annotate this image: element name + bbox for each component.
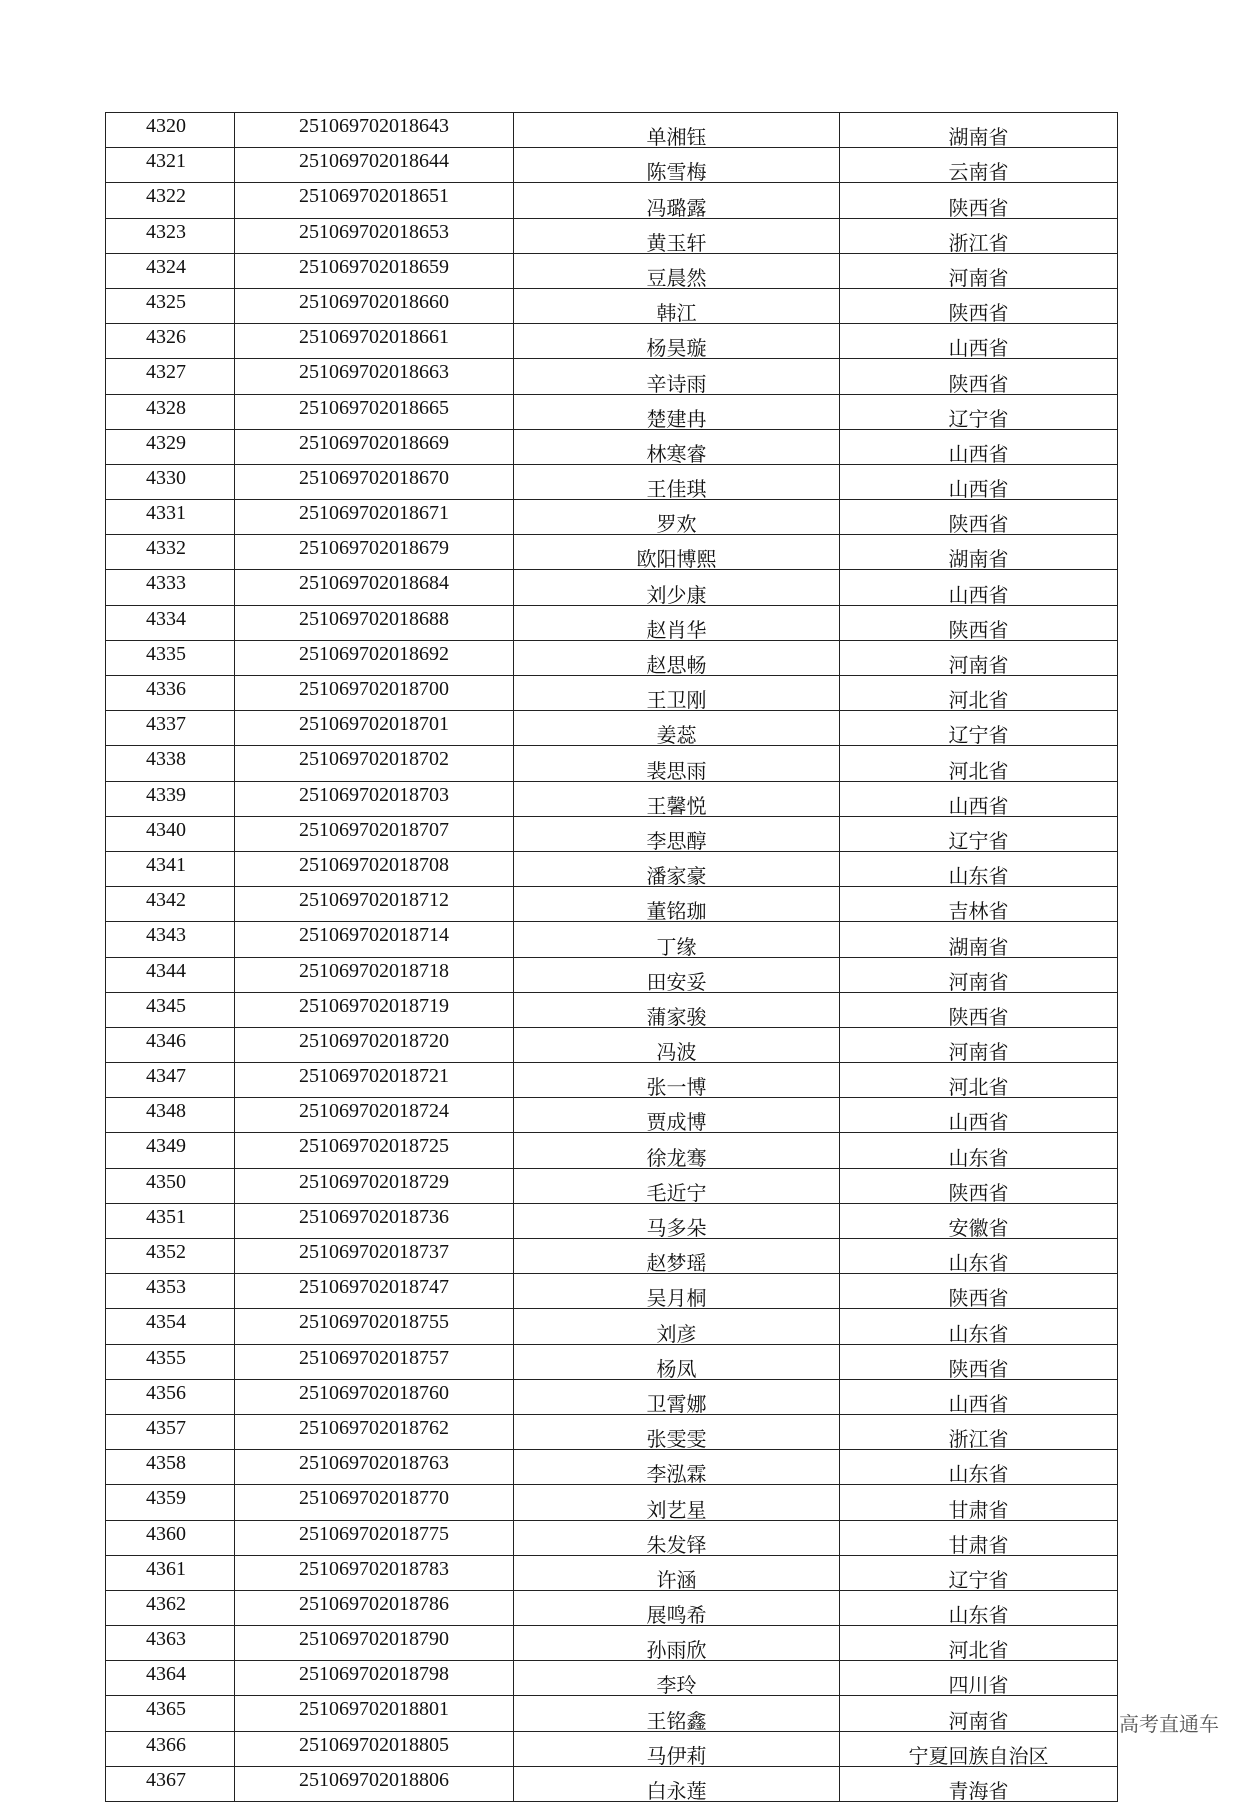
name-cell: 姜蕊	[514, 711, 840, 746]
seq-cell: 4335	[106, 640, 235, 675]
name-cell: 王佳琪	[514, 464, 840, 499]
id-cell: 251069702018763	[235, 1450, 514, 1485]
province-cell: 四川省	[840, 1661, 1118, 1696]
name-cell: 吴月桐	[514, 1274, 840, 1309]
seq-cell: 4337	[106, 711, 235, 746]
province-cell: 河北省	[840, 1626, 1118, 1661]
province-cell: 湖南省	[840, 535, 1118, 570]
province-cell: 甘肃省	[840, 1520, 1118, 1555]
seq-cell: 4362	[106, 1590, 235, 1625]
province-cell: 山西省	[840, 324, 1118, 359]
id-cell: 251069702018736	[235, 1203, 514, 1238]
table-row	[106, 1696, 1118, 1731]
province-cell: 山东省	[840, 1239, 1118, 1274]
province-cell: 陕西省	[840, 992, 1118, 1027]
province-cell: 陕西省	[840, 183, 1118, 218]
table-row	[106, 1555, 1118, 1590]
table-row	[106, 1590, 1118, 1625]
id-cell: 251069702018801	[235, 1696, 514, 1731]
table-row	[106, 1239, 1118, 1274]
seq-cell: 4332	[106, 535, 235, 570]
table-row	[106, 605, 1118, 640]
table-row	[106, 570, 1118, 605]
id-cell: 251069702018755	[235, 1309, 514, 1344]
table-row	[106, 1133, 1118, 1168]
province-cell: 陕西省	[840, 1344, 1118, 1379]
seq-cell: 4341	[106, 851, 235, 886]
table-row	[106, 1379, 1118, 1414]
name-cell: 杨凤	[514, 1344, 840, 1379]
table-row	[106, 711, 1118, 746]
watermark-text: 高考直通车	[1119, 1712, 1219, 1736]
name-cell: 刘少康	[514, 570, 840, 605]
seq-cell: 4360	[106, 1520, 235, 1555]
seq-cell: 4363	[106, 1626, 235, 1661]
seq-cell: 4352	[106, 1239, 235, 1274]
id-cell: 251069702018720	[235, 1027, 514, 1062]
seq-cell: 4325	[106, 288, 235, 323]
table-row	[106, 1168, 1118, 1203]
province-cell: 山西省	[840, 464, 1118, 499]
name-cell: 贾成博	[514, 1098, 840, 1133]
seq-cell: 4361	[106, 1555, 235, 1590]
id-cell: 251069702018644	[235, 148, 514, 183]
seq-cell: 4339	[106, 781, 235, 816]
province-cell: 湖南省	[840, 113, 1118, 148]
name-cell: 单湘钰	[514, 113, 840, 148]
name-cell: 马伊莉	[514, 1731, 840, 1766]
seq-cell: 4366	[106, 1731, 235, 1766]
province-cell: 陕西省	[840, 288, 1118, 323]
table-row	[106, 957, 1118, 992]
table-row	[106, 887, 1118, 922]
id-cell: 251069702018692	[235, 640, 514, 675]
id-cell: 251069702018747	[235, 1274, 514, 1309]
id-cell: 251069702018718	[235, 957, 514, 992]
name-cell: 董铭珈	[514, 887, 840, 922]
table-row	[106, 640, 1118, 675]
seq-cell: 4344	[106, 957, 235, 992]
province-cell: 山东省	[840, 851, 1118, 886]
table-row	[106, 394, 1118, 429]
name-cell: 许涵	[514, 1555, 840, 1590]
name-cell: 李泓霖	[514, 1450, 840, 1485]
seq-cell: 4367	[106, 1766, 235, 1801]
name-cell: 王铭鑫	[514, 1696, 840, 1731]
id-cell: 251069702018786	[235, 1590, 514, 1625]
province-cell: 安徽省	[840, 1203, 1118, 1238]
seq-cell: 4355	[106, 1344, 235, 1379]
province-cell: 陕西省	[840, 1274, 1118, 1309]
name-cell: 李思醇	[514, 816, 840, 851]
seq-cell: 4356	[106, 1379, 235, 1414]
seq-cell: 4320	[106, 113, 235, 148]
id-cell: 251069702018790	[235, 1626, 514, 1661]
province-cell: 山东省	[840, 1309, 1118, 1344]
name-cell: 罗欢	[514, 500, 840, 535]
seq-cell: 4338	[106, 746, 235, 781]
id-cell: 251069702018721	[235, 1063, 514, 1098]
province-cell: 陕西省	[840, 605, 1118, 640]
province-cell: 河南省	[840, 1027, 1118, 1062]
seq-cell: 4328	[106, 394, 235, 429]
name-cell: 楚建冉	[514, 394, 840, 429]
id-cell: 251069702018712	[235, 887, 514, 922]
id-cell: 251069702018671	[235, 500, 514, 535]
table-row	[106, 500, 1118, 535]
id-cell: 251069702018702	[235, 746, 514, 781]
seq-cell: 4351	[106, 1203, 235, 1238]
seq-cell: 4359	[106, 1485, 235, 1520]
seq-cell: 4343	[106, 922, 235, 957]
province-cell: 湖南省	[840, 922, 1118, 957]
seq-cell: 4358	[106, 1450, 235, 1485]
table-row	[106, 1027, 1118, 1062]
province-cell: 云南省	[840, 148, 1118, 183]
table-row	[106, 148, 1118, 183]
table-row	[106, 113, 1118, 148]
name-cell: 白永莲	[514, 1766, 840, 1801]
seq-cell: 4326	[106, 324, 235, 359]
id-cell: 251069702018805	[235, 1731, 514, 1766]
province-cell: 河北省	[840, 676, 1118, 711]
table-row	[106, 676, 1118, 711]
province-cell: 山西省	[840, 1379, 1118, 1414]
id-cell: 251069702018679	[235, 535, 514, 570]
table-row	[106, 1309, 1118, 1344]
id-cell: 251069702018719	[235, 992, 514, 1027]
province-cell: 河南省	[840, 640, 1118, 675]
id-cell: 251069702018714	[235, 922, 514, 957]
province-cell: 青海省	[840, 1766, 1118, 1801]
name-cell: 张一博	[514, 1063, 840, 1098]
province-cell: 河南省	[840, 957, 1118, 992]
seq-cell: 4353	[106, 1274, 235, 1309]
name-cell: 刘艺星	[514, 1485, 840, 1520]
table-row	[106, 1731, 1118, 1766]
name-cell: 冯波	[514, 1027, 840, 1062]
seq-cell: 4345	[106, 992, 235, 1027]
id-cell: 251069702018701	[235, 711, 514, 746]
seq-cell: 4364	[106, 1661, 235, 1696]
name-cell: 王馨悦	[514, 781, 840, 816]
name-cell: 韩江	[514, 288, 840, 323]
seq-cell: 4357	[106, 1414, 235, 1449]
seq-cell: 4348	[106, 1098, 235, 1133]
name-cell: 丁缘	[514, 922, 840, 957]
table-row	[106, 535, 1118, 570]
name-cell: 赵肖华	[514, 605, 840, 640]
province-cell: 陕西省	[840, 1168, 1118, 1203]
seq-cell: 4331	[106, 500, 235, 535]
table-row	[106, 746, 1118, 781]
id-cell: 251069702018729	[235, 1168, 514, 1203]
province-cell: 河南省	[840, 1696, 1118, 1731]
name-cell: 张雯雯	[514, 1414, 840, 1449]
name-cell: 陈雪梅	[514, 148, 840, 183]
table-row	[106, 1274, 1118, 1309]
name-cell: 孙雨欣	[514, 1626, 840, 1661]
table-row	[106, 218, 1118, 253]
table-row	[106, 464, 1118, 499]
name-cell: 李玲	[514, 1661, 840, 1696]
id-cell: 251069702018688	[235, 605, 514, 640]
table-row	[106, 1766, 1118, 1801]
table-row	[106, 1098, 1118, 1133]
table-row	[106, 1626, 1118, 1661]
name-cell: 赵思畅	[514, 640, 840, 675]
id-cell: 251069702018708	[235, 851, 514, 886]
seq-cell: 4350	[106, 1168, 235, 1203]
id-cell: 251069702018770	[235, 1485, 514, 1520]
table-row	[106, 922, 1118, 957]
id-cell: 251069702018700	[235, 676, 514, 711]
name-cell: 欧阳博熙	[514, 535, 840, 570]
seq-cell: 4329	[106, 429, 235, 464]
table-row	[106, 992, 1118, 1027]
province-cell: 陕西省	[840, 359, 1118, 394]
seq-cell: 4349	[106, 1133, 235, 1168]
table-row	[106, 183, 1118, 218]
id-cell: 251069702018806	[235, 1766, 514, 1801]
id-cell: 251069702018651	[235, 183, 514, 218]
province-cell: 山西省	[840, 429, 1118, 464]
province-cell: 河南省	[840, 253, 1118, 288]
name-cell: 马多朵	[514, 1203, 840, 1238]
name-cell: 徐龙骞	[514, 1133, 840, 1168]
province-cell: 辽宁省	[840, 711, 1118, 746]
table-row	[106, 359, 1118, 394]
name-cell: 卫霄娜	[514, 1379, 840, 1414]
table-row	[106, 1344, 1118, 1379]
table-row	[106, 429, 1118, 464]
table-row	[106, 1203, 1118, 1238]
roster-body	[106, 113, 1118, 1802]
table-row	[106, 1063, 1118, 1098]
seq-cell: 4354	[106, 1309, 235, 1344]
id-cell: 251069702018783	[235, 1555, 514, 1590]
table-row	[106, 1450, 1118, 1485]
table-row	[106, 253, 1118, 288]
seq-cell: 4327	[106, 359, 235, 394]
seq-cell: 4334	[106, 605, 235, 640]
id-cell: 251069702018724	[235, 1098, 514, 1133]
province-cell: 浙江省	[840, 1414, 1118, 1449]
id-cell: 251069702018653	[235, 218, 514, 253]
id-cell: 251069702018725	[235, 1133, 514, 1168]
province-cell: 吉林省	[840, 887, 1118, 922]
name-cell: 展鸣希	[514, 1590, 840, 1625]
province-cell: 辽宁省	[840, 394, 1118, 429]
name-cell: 裴思雨	[514, 746, 840, 781]
name-cell: 蒲家骏	[514, 992, 840, 1027]
province-cell: 山东省	[840, 1133, 1118, 1168]
table-row	[106, 1661, 1118, 1696]
province-cell: 河北省	[840, 1063, 1118, 1098]
table-row	[106, 324, 1118, 359]
name-cell: 赵梦瑶	[514, 1239, 840, 1274]
seq-cell: 4324	[106, 253, 235, 288]
province-cell: 山东省	[840, 1450, 1118, 1485]
seq-cell: 4340	[106, 816, 235, 851]
province-cell: 陕西省	[840, 500, 1118, 535]
id-cell: 251069702018670	[235, 464, 514, 499]
table-row	[106, 781, 1118, 816]
id-cell: 251069702018684	[235, 570, 514, 605]
id-cell: 251069702018665	[235, 394, 514, 429]
province-cell: 辽宁省	[840, 816, 1118, 851]
province-cell: 山西省	[840, 570, 1118, 605]
name-cell: 林寒睿	[514, 429, 840, 464]
seq-cell: 4346	[106, 1027, 235, 1062]
table-row	[106, 816, 1118, 851]
province-cell: 辽宁省	[840, 1555, 1118, 1590]
id-cell: 251069702018643	[235, 113, 514, 148]
seq-cell: 4347	[106, 1063, 235, 1098]
id-cell: 251069702018775	[235, 1520, 514, 1555]
name-cell: 杨昊璇	[514, 324, 840, 359]
province-cell: 山西省	[840, 781, 1118, 816]
name-cell: 潘家豪	[514, 851, 840, 886]
table-row	[106, 288, 1118, 323]
province-cell: 山东省	[840, 1590, 1118, 1625]
province-cell: 山西省	[840, 1098, 1118, 1133]
seq-cell: 4330	[106, 464, 235, 499]
id-cell: 251069702018757	[235, 1344, 514, 1379]
id-cell: 251069702018661	[235, 324, 514, 359]
id-cell: 251069702018798	[235, 1661, 514, 1696]
table-row	[106, 851, 1118, 886]
name-cell: 黄玉轩	[514, 218, 840, 253]
id-cell: 251069702018663	[235, 359, 514, 394]
name-cell: 冯璐露	[514, 183, 840, 218]
table-row	[106, 1414, 1118, 1449]
seq-cell: 4322	[106, 183, 235, 218]
seq-cell: 4323	[106, 218, 235, 253]
table-row	[106, 1520, 1118, 1555]
id-cell: 251069702018659	[235, 253, 514, 288]
roster-table	[105, 112, 1118, 1802]
id-cell: 251069702018737	[235, 1239, 514, 1274]
id-cell: 251069702018760	[235, 1379, 514, 1414]
id-cell: 251069702018660	[235, 288, 514, 323]
id-cell: 251069702018762	[235, 1414, 514, 1449]
seq-cell: 4365	[106, 1696, 235, 1731]
id-cell: 251069702018707	[235, 816, 514, 851]
id-cell: 251069702018669	[235, 429, 514, 464]
seq-cell: 4321	[106, 148, 235, 183]
name-cell: 豆晨然	[514, 253, 840, 288]
name-cell: 王卫刚	[514, 676, 840, 711]
seq-cell: 4333	[106, 570, 235, 605]
seq-cell: 4342	[106, 887, 235, 922]
name-cell: 辛诗雨	[514, 359, 840, 394]
id-cell: 251069702018703	[235, 781, 514, 816]
name-cell: 田安妥	[514, 957, 840, 992]
seq-cell: 4336	[106, 676, 235, 711]
table-row	[106, 1485, 1118, 1520]
name-cell: 刘彦	[514, 1309, 840, 1344]
province-cell: 宁夏回族自治区	[840, 1731, 1118, 1766]
province-cell: 浙江省	[840, 218, 1118, 253]
province-cell: 甘肃省	[840, 1485, 1118, 1520]
name-cell: 毛近宁	[514, 1168, 840, 1203]
province-cell: 河北省	[840, 746, 1118, 781]
name-cell: 朱发铎	[514, 1520, 840, 1555]
